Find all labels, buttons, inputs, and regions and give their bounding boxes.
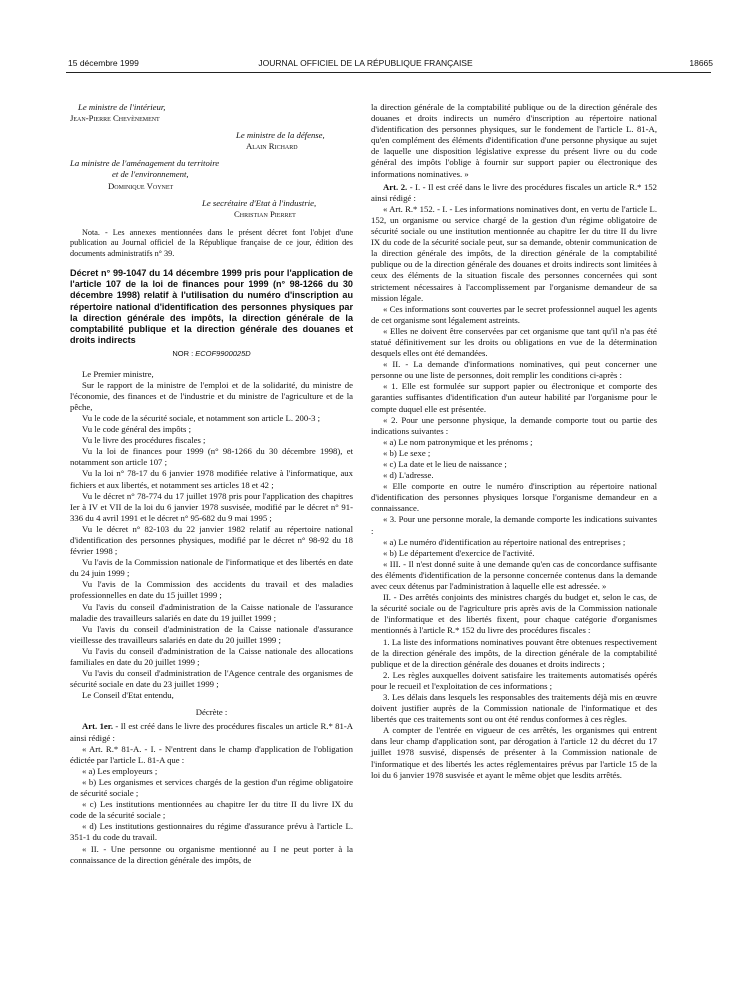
- paragraph: Sur le rapport de la ministre de l'emploi et de la solidarité, du ministre de l'économie, des finances et de l'industrie et du ministre de l'agriculture et de la pêche,: [70, 379, 353, 412]
- decret-title: Décret n° 99-1047 du 14 décembre 1999 pris pour l'application de l'article 107 de la loi de finances pour 1999 (n° 98-1266 du 30 décembre 1998) relatif à l'utilisation du numéro d'inscription au répertoire national d'identification des personnes physiques par la direction générale des impôts, la direction générale de la comptabilité publique et la direction générale des douanes et droits indirects: [70, 268, 353, 346]
- paragraph: « Elle comporte en outre le numéro d'inscription au répertoire national d'identification des personnes physiques lorsque l'organisme demandeur en a connaissance.: [371, 481, 657, 514]
- paragraph: Le Premier ministre,: [82, 368, 154, 379]
- paragraph: Vu l'avis du conseil d'administration de l'Agence centrale des organismes de sécurité sociale en date du 23 juillet 1999 ;: [70, 668, 353, 690]
- paragraph: « d) Les institutions gestionnaires du régime d'assurance prévu à l'article L. 351-1 du code du travail.: [70, 821, 353, 843]
- paragraph: 3. Les délais dans lesquels les responsables des traitements déjà mis en œuvre doivent justifier auprès de la Commission nationale de l'informatique et des libertés que ces traitements sont ou ont été rendus conformes à ces règles.: [371, 691, 657, 725]
- paragraph: Vu l'avis de la Commission des accidents du travail et des maladies professionnelles en date du 15 juillet 1999 ;: [70, 579, 353, 601]
- preamble: [70, 369, 353, 702]
- paragraph: « 3. Pour une personne morale, la demande comporte les indications suivantes :: [371, 514, 657, 536]
- paragraph: Vu le décret n° 78-774 du 17 juillet 1978 pris pour l'application des chapitres Ier à IV et VII de la loi du 6 janvier 1978 susvisée, modifié par le décret n° 91-336 du 4 avril 1991 et le décret n° 95-682 du 9 mai 1995 ;: [70, 490, 353, 523]
- paragraph: « Art. R.* 152. - I. - Les informations nominatives dont, en vertu de l'article L. 152, un organisme ou service chargé de la gestion d'un régime obligatoire de sécurité sociale ou une institution mentionnée au chapitre Ier du titre II du livre IX du code de la sécurité sociale peut, sur sa demande, obtenir communication de la direction générale des impôts, de la direction générale de la comptabilité publique ou de la direction générale des douanes et droits indirects sont limitées à ceux des éléments de la situation fiscale des personnes concernées qui sont strictement nécessaires à l'accomplissement par l'organisme demandeur de sa mission légale.: [371, 203, 657, 303]
- paragraph: « II. - La demande d'informations nominatives, qui peut concerner une personne ou une liste de personnes, doit remplir les conditions ci-après :: [371, 359, 657, 381]
- paragraph: A compter de l'entrée en vigueur de ces arrêtés, les organismes qui entrent dans leur champ d'application sont, par dérogation à l'article 12 du décret du 17 juillet 1978 susvisé, dispensés de présenter à la Commission nationale de l'informatique et des libertés les actes réglementaires prévus par l'article 15 de la loi du 6 janvier 1978 susvisée et ayant le même objet que lesdits arrêtés.: [371, 725, 657, 780]
- paragraph: Vu le livre des procédures fiscales ;: [82, 435, 206, 446]
- paragraph: « d) L'adresse.: [383, 470, 434, 481]
- signature-name: Jean-Pierre Chevènement: [70, 113, 160, 124]
- signature-name: Dominique Voynet: [108, 180, 174, 191]
- right-column: [371, 102, 657, 781]
- paragraph: « 1. Elle est formulée sur support papier ou électronique et comporte des garanties suffisantes d'identification d'un auteur habilité par l'organisme pour le compte duquel elle est présentée.: [371, 381, 657, 414]
- journal-title: JOURNAL OFFICIEL DE LA RÉPUBLIQUE FRANÇAISE: [258, 58, 473, 68]
- signature-role: Le ministre de la défense,: [236, 130, 325, 141]
- paragraph: la direction générale de la comptabilité publique ou de la direction générale des douanes et droits indirects un numéro d'inscription au répertoire national d'identification des personnes physiques, sur le fondement de l'article L. 81-A, qu'en complément des éléments d'identification d'une personne physique au sujet de laquelle une disposition législative expresse du présent livre ou du code général des impôts l'oblige à fournir sur support papier ou électronique des informations nominatives. »: [371, 102, 657, 179]
- page-number: 18665: [689, 58, 713, 68]
- signature-name: Christian Pierret: [234, 208, 296, 219]
- left-column: [70, 102, 353, 866]
- paragraph: Vu le code de la sécurité sociale, et notamment son article L. 200-3 ;: [82, 412, 321, 423]
- paragraph: Vu l'avis du conseil d'administration de la Caisse nationale d'assurance vieillesse des travailleurs salariés en date du 20 juillet 1999 ;: [70, 623, 353, 645]
- paragraph: « c) La date et le lieu de naissance ;: [383, 459, 507, 469]
- paragraph: Vu l'avis du conseil d'administration de la Caisse nationale de l'assurance maladie des travailleurs salariés en date du 19 juillet 1999 ;: [70, 601, 353, 623]
- article-1-label: Art. 1er.: [82, 721, 114, 732]
- signature-role: et de l'environnement,: [112, 169, 189, 180]
- nor-reference: [70, 348, 353, 359]
- paragraph: « II. - Une personne ou organisme mentionné au I ne peut porter à la connaissance de la direction générale des impôts, de: [70, 843, 353, 865]
- paragraph: « 2. Pour une personne physique, la demande comporte tout ou partie des indications suivantes :: [371, 414, 657, 436]
- paragraph: « b) Le sexe ;: [383, 447, 431, 458]
- nota: Nota. - Les annexes mentionnées dans le présent décret font l'objet d'une publication au Journal officiel de la République française de ce jour, édition des documents administratifs n° 39.: [70, 227, 353, 258]
- paragraph: Vu le décret n° 82-103 du 22 janvier 1982 relatif au répertoire national d'identification des personnes physiques, modifié par le décret n° 98-92 du 18 février 1998 ;: [70, 523, 353, 557]
- issue-date: 15 décembre 1999: [68, 58, 139, 68]
- paragraph: « III. - Il n'est donné suite à une demande qu'en cas de concordance suffisante des éléments d'identification de la personne concernée contenus dans la demande avec ceux détenus par l'administration à laquelle elle est adressée. »: [371, 558, 657, 592]
- article-2-text: - I. - Il est créé dans le livre des procédures fiscales un article R.* 152 ainsi rédigé :: [371, 181, 657, 203]
- paragraph: « b) Le département d'exercice de l'activité.: [383, 547, 535, 558]
- paragraph: Vu le code général des impôts ;: [82, 424, 192, 435]
- signature-role: La ministre de l'aménagement du territoire: [70, 158, 220, 169]
- paragraph: Le Conseil d'Etat entendu,: [82, 690, 174, 701]
- paragraph: « Elles ne doivent être conservées par cet organisme que tant qu'il n'a pas été statué définitivement sur les droits ou obligations en vue de la détermination desquels elles ont été demandées.: [371, 325, 657, 359]
- nor-label: NOR :: [172, 349, 196, 359]
- article-1-text: - Il est créé dans le livre des procédures fiscales un article R.* 81-A ainsi rédigé :: [70, 721, 354, 743]
- signature-role: Le ministre de l'intérieur,: [78, 102, 166, 112]
- paragraph: « a) Le nom patronymique et les prénoms ;: [383, 436, 533, 447]
- signature-block: [70, 102, 353, 220]
- article-2-label: Art. 2.: [383, 181, 408, 192]
- decrete-heading: Décrète :: [195, 707, 228, 718]
- paragraph: Vu l'avis de la Commission nationale de l'informatique et des libertés en date du 24 juin 1999 ;: [70, 557, 353, 579]
- nor-code: ECOF9900025D: [195, 349, 251, 359]
- paragraph: Vu la loi de finances pour 1999 (n° 98-1266 du 30 décembre 1998), et notamment son article 107 ;: [70, 446, 353, 468]
- signature-name: Alain Richard: [246, 141, 298, 152]
- paragraph: II. - Des arrêtés conjoints des ministres chargés du budget et, selon le cas, de la sécurité sociale ou de l'agriculture pris après avis de la Commission nationale de l'informatique et des libertés fixent, pour chaque catégorie d'organismes mentionnés à l'article R.* 152 du livre des procédures fiscales :: [371, 592, 657, 636]
- page-header: [0, 58, 731, 72]
- paragraph: 2. Les règles auxquelles doivent satisfaire les traitements automatisés opérés pour le recueil et l'exploitation de ces informations ;: [371, 669, 657, 691]
- paragraph: 1. La liste des informations nominatives pouvant être obtenues respectivement de la direction générale des impôts, de la direction générale de la comptabilité publique et de la direction générale des douanes et droits indirects ;: [371, 636, 657, 669]
- paragraph: Vu l'avis du conseil d'administration de la Caisse nationale des allocations familiales en date du 20 juillet 1999 ;: [70, 645, 353, 668]
- paragraph: « Ces informations sont couvertes par le secret professionnel auquel les agents de cet organisme sont légalement astreints.: [371, 303, 657, 325]
- paragraph: « a) Les employeurs ;: [82, 765, 158, 776]
- signature-role: Le secrétaire d'Etat à l'industrie,: [202, 197, 317, 208]
- paragraph: « c) Les institutions mentionnées au chapitre Ier du titre II du livre IX du code de la sécurité sociale ;: [70, 799, 353, 821]
- header-rule: [66, 72, 711, 73]
- article-1: [70, 721, 353, 743]
- paragraph: « b) Les organismes et services chargés de la gestion d'un régime obligatoire de sécurité sociale ;: [70, 776, 353, 799]
- article-2: [371, 182, 657, 204]
- paragraph: « Art. R.* 81-A. - I. - N'entrent dans le champ d'application de l'obligation édictée par l'article L. 81-A que :: [70, 743, 353, 765]
- paragraph: « a) Le numéro d'identification au répertoire national des entreprises ;: [383, 536, 626, 547]
- paragraph: Vu la loi n° 78-17 du 6 janvier 1978 modifiée relative à l'informatique, aux fichiers et aux libertés, et notamment ses articles 18 et 42 ;: [70, 468, 353, 490]
